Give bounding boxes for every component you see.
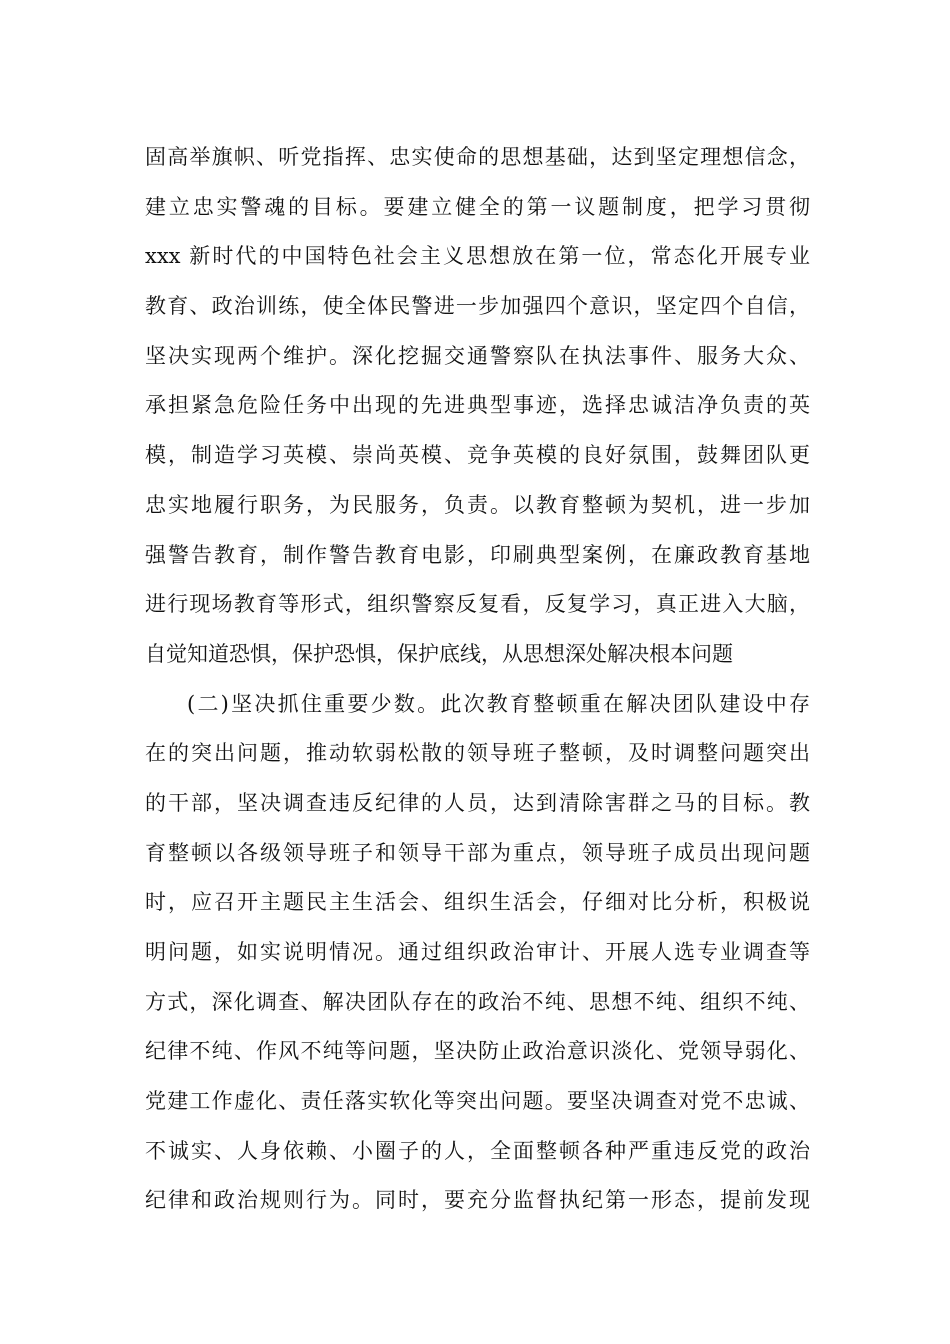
text-line: 进行现场教育等形式，组织警察反复看，反复学习，真正进入大脑，: [145, 592, 810, 617]
text-line: 纪律不纯、作风不纯等问题，坚决防止政治意识淡化、党领导弱化、: [145, 1039, 810, 1064]
text-line: 育整顿以各级领导班子和领导干部为重点，领导班子成员出现问题: [145, 840, 810, 865]
text-line: 忠实地履行职务，为民服务，负责。以教育整顿为契机，进一步加: [145, 492, 810, 517]
document-body: [145, 133, 810, 1226]
text-line: 承担紧急危险任务中出现的先进典型事迹，选择忠诚洁净负责的英: [145, 393, 810, 418]
text-line: 时，应召开主题民主生活会、组织生活会，仔细对比分析，积极说: [145, 890, 810, 915]
text-line: 明问题，如实说明情况。通过组织政治审计、开展人选专业调查等: [145, 940, 810, 964]
section-heading-line: (二)坚决抓住重要少数。此次教育整顿重在解决团队建设中存: [187, 691, 810, 716]
text-line: 教育、政治训练，使全体民警进一步加强四个意识，坚定四个自信，: [145, 294, 810, 319]
text-line: 强警告教育，制作警告教育电影，印刷典型案例，在廉政教育基地: [145, 542, 810, 567]
text-line: 方式，深化调查、解决团队存在的政治不纯、思想不纯、组织不纯、: [145, 989, 810, 1014]
text-line: 固高举旗帜、听党指挥、忠实使命的思想基础，达到坚定理想信念，: [145, 145, 810, 169]
text-line: 纪律和政治规则行为。同时，要充分监督执纪第一形态，提前发现: [145, 1188, 810, 1213]
text-line: 不诚实、人身依赖、小圈子的人，全面整顿各种严重违反党的政治: [145, 1138, 810, 1163]
text-line: 的干部，坚决调查违反纪律的人员，达到清除害群之马的目标。教: [145, 790, 810, 815]
text-line: xxx 新时代的中国特色社会主义思想放在第一位，常态化开展专业: [145, 244, 810, 269]
text-line: 党建工作虚化、责任落实软化等突出问题。要坚决调查对党不忠诚、: [145, 1089, 810, 1114]
text-line: 坚决实现两个维护。深化挖掘交通警察队在执法事件、服务大众、: [145, 343, 810, 368]
text-line: 建立忠实警魂的目标。要建立健全的第一议题制度，把学习贯彻: [145, 194, 810, 219]
paragraph-end-line: 自觉知道恐惧，保护恐惧，保护底线，从思想深处解决根本问题: [145, 641, 733, 666]
text-line: 在的突出问题，推动软弱松散的领导班子整顿，及时调整问题突出: [145, 741, 810, 766]
text-line: 模，制造学习英模、崇尚英模、竞争英模的良好氛围，鼓舞团队更: [145, 443, 810, 468]
